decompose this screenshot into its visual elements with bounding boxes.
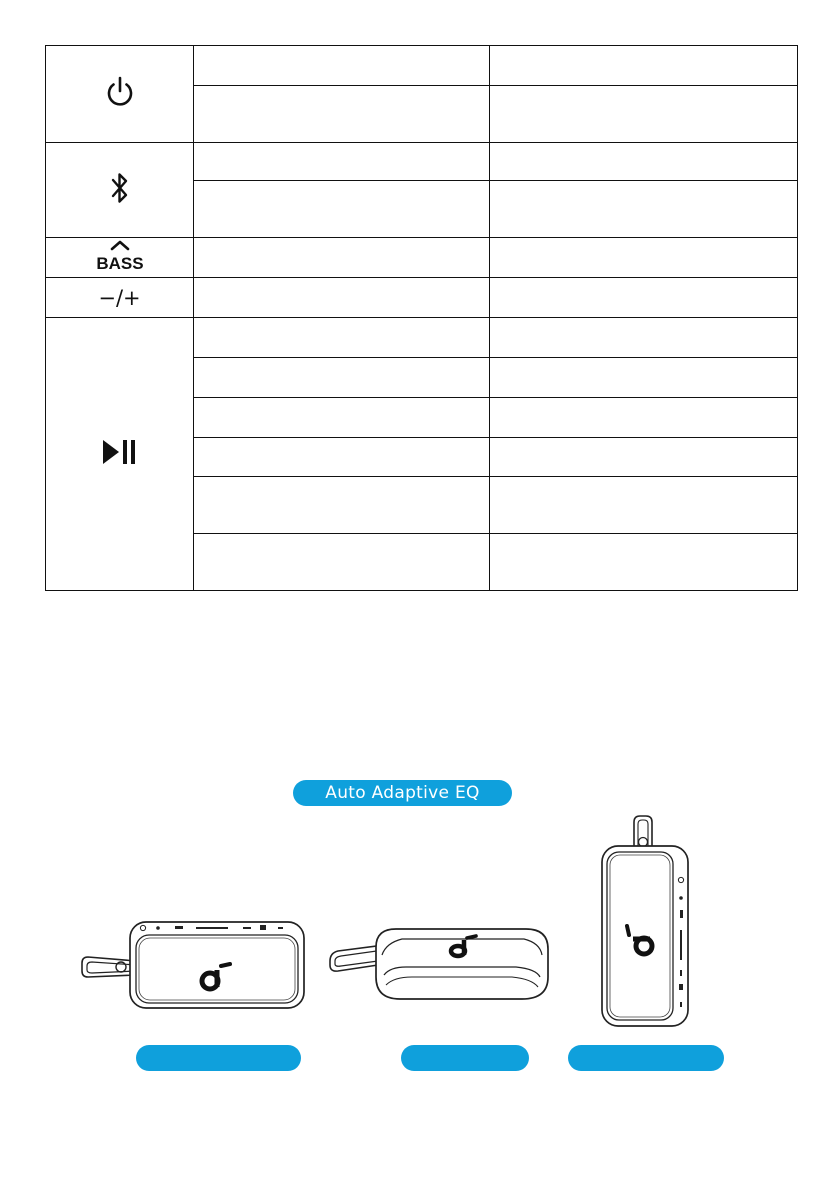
- table-cell: [490, 181, 798, 238]
- table-cell: [194, 318, 490, 358]
- table-cell: [194, 181, 490, 238]
- table-cell: [490, 398, 798, 438]
- bass-icon: [94, 239, 146, 273]
- button-functions-table: [45, 45, 798, 591]
- table-cell: [490, 318, 798, 358]
- placement-label-horizontal: [136, 1045, 301, 1071]
- table-row: [46, 278, 798, 318]
- table-row: [46, 238, 798, 278]
- power-icon-cell: [46, 46, 194, 143]
- play-pause-icon: [100, 439, 140, 465]
- table-cell: [194, 278, 490, 318]
- table-cell: [490, 278, 798, 318]
- speaker-vertical-icon: [590, 812, 700, 1032]
- bluetooth-icon-cell: [46, 143, 194, 238]
- table-cell: [490, 358, 798, 398]
- table-cell: [490, 438, 798, 477]
- table-cell: [194, 438, 490, 477]
- table-cell: [490, 86, 798, 143]
- table-cell: [194, 398, 490, 438]
- table-cell: [490, 534, 798, 591]
- volume-minus-plus-icon: −/+: [98, 285, 141, 310]
- table-cell: [194, 238, 490, 278]
- play-pause-icon-cell: [46, 318, 194, 591]
- table-cell: [490, 477, 798, 534]
- auto-adaptive-eq-label: Auto Adaptive EQ: [293, 780, 512, 806]
- bluetooth-icon: [109, 170, 131, 206]
- svg-text:BASS: BASS: [95, 253, 144, 273]
- table-row: [46, 143, 798, 181]
- speaker-lying-flat-icon: [326, 915, 558, 1015]
- table-cell: [194, 477, 490, 534]
- table-cell: [194, 358, 490, 398]
- placement-label-lying-flat: [401, 1045, 529, 1071]
- table-cell: [194, 86, 490, 143]
- table-cell: [490, 238, 798, 278]
- volume-icon-cell: [46, 278, 194, 318]
- table-cell: [490, 143, 798, 181]
- table-row: [46, 46, 798, 86]
- table-row: [46, 318, 798, 358]
- table-cell: [194, 534, 490, 591]
- table-cell: [194, 46, 490, 86]
- speaker-horizontal-icon: [78, 915, 310, 1015]
- table-cell: [194, 143, 490, 181]
- power-icon: [105, 75, 135, 109]
- table-cell: [490, 46, 798, 86]
- placement-label-vertical: [568, 1045, 724, 1071]
- bass-icon-cell: [46, 238, 194, 278]
